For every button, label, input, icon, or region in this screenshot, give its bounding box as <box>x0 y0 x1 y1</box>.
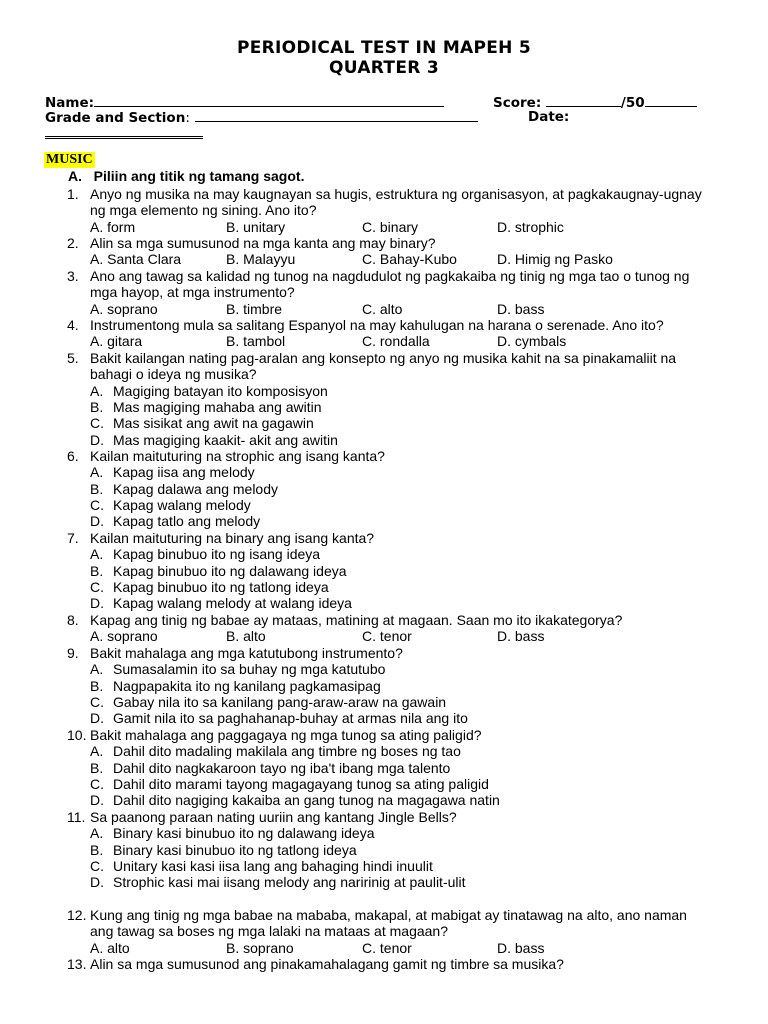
choice-letter: D. <box>90 431 104 448</box>
answer-choice: Unitary kasi kasi iisa lang ang bahaging hindi inuulit <box>113 857 433 874</box>
choice-letter: B. <box>90 759 104 776</box>
answer-choice: Mas sisikat ang awit na gagawin <box>113 415 314 432</box>
answer-choice: Kapag walang melody <box>113 496 251 513</box>
name-label: Name: <box>45 95 95 111</box>
answer-choice: Dahil dito marami tayong magagayang tunog sa ating paligid <box>113 775 489 792</box>
question-text: Kailan maituturing na binary ang isang kanta? <box>90 530 375 546</box>
question-text: Alin sa mga sumusunod na mga kanta ang may binary? <box>90 235 436 251</box>
question-number: 5. <box>67 350 79 366</box>
choice-letter: C. <box>90 857 104 874</box>
question-number: 9. <box>67 645 79 661</box>
answer-choice: Kapag binubuo ito ng tatlong ideya <box>113 578 329 595</box>
date-label: Date: <box>528 109 570 125</box>
choice-letter: A. <box>90 743 104 760</box>
answer-choice: Kapag iisa ang melody <box>113 464 255 481</box>
choice-letter: D. <box>90 513 104 530</box>
choice-letter: D. <box>90 710 104 727</box>
answer-choice: C. Bahay-Kubo <box>362 251 457 268</box>
date-blank <box>45 124 203 143</box>
question-text: Kung ang tinig ng mga babae na mababa, makapal, at mabigat ay tinatawag na alto, ano naman <box>90 907 687 923</box>
answer-choice: Mas magiging mahaba ang awitin <box>113 398 322 415</box>
choice-letter: D. <box>90 874 104 891</box>
choice-letter: C. <box>90 693 104 710</box>
choice-letter: A. <box>90 382 104 399</box>
choice-letter: C. <box>90 775 104 792</box>
answer-choice: B. Malayyu <box>226 251 296 268</box>
answer-choice: Kapag dalawa ang melody <box>113 480 279 497</box>
answer-choice: A. alto <box>90 939 130 956</box>
choice-letter: C. <box>90 415 104 432</box>
question-number: 11. <box>67 809 86 825</box>
answer-choice: A. form <box>90 218 136 235</box>
question-text: Bakit mahalaga ang paggagaya ng mga tunog sa ating paligid? <box>90 727 482 743</box>
answer-choice: Strophic kasi mai iisang melody ang naririnig at paulit-ulit <box>113 874 466 891</box>
grade-section-field: Grade and Section: <box>45 109 478 126</box>
answer-choice: Gabay nila ito sa kanilang pang-araw-araw na gawain <box>113 693 447 710</box>
choice-letter: A. <box>90 464 104 481</box>
answer-choice: D. cymbals <box>497 333 567 350</box>
choice-letter: B. <box>90 562 104 579</box>
answer-choice: A. gitara <box>90 333 143 350</box>
choice-letter: B. <box>90 480 104 497</box>
question-text: mga hayop, at mga instrumento? <box>90 284 295 301</box>
question-number: 12. <box>67 907 87 923</box>
quarter-subtitle: QUARTER 3 <box>329 58 439 78</box>
choice-letter: C. <box>90 496 104 513</box>
question-number: 13. <box>67 956 87 972</box>
choice-letter: B. <box>90 398 104 415</box>
score-field <box>493 94 697 111</box>
question-text: Bakit kailangan nating pag-aralan ang konsepto ng anyo ng musika kahit na sa pinakamaliit na <box>90 350 677 366</box>
question-text: Kapag ang tinig ng babae ay mataas, matining at magaan. Saan mo ito ikakategorya? <box>90 612 623 628</box>
answer-choice: C. binary <box>362 218 419 235</box>
choice-letter: A. <box>90 546 104 563</box>
question-number: 2. <box>67 235 79 251</box>
answer-choice: Kapag binubuo ito ng dalawang ideya <box>113 562 347 579</box>
choice-letter: C. <box>90 578 104 595</box>
answer-choice: Dahil dito nagkakaroon tayo ng iba't ibang mga talento <box>113 759 451 776</box>
section-music-heading: MUSIC <box>46 152 93 167</box>
answer-choice: Mas magiging kaakit- akit ang awitin <box>113 431 338 448</box>
answer-choice: D. bass <box>497 300 545 317</box>
answer-choice: C. alto <box>362 300 403 317</box>
question-text: Alin sa mga sumusunod ang pinakamahalagang gamit ng timbre sa musika? <box>90 956 564 972</box>
answer-choice: A. soprano <box>90 300 158 317</box>
instruction-text: Piliin ang titik ng tamang sagot. <box>93 168 305 184</box>
instruction-letter: A. <box>68 168 82 184</box>
answer-choice: C. tenor <box>362 939 412 956</box>
answer-choice: A. Santa Clara <box>90 251 182 268</box>
question-number: 3. <box>67 268 79 284</box>
question-text: Ano ang tawag sa kalidad ng tunog na nagdudulot ng pagkakaiba ng tinig ng mga tao o tunog ng <box>90 268 690 284</box>
answer-choice: D. Himig ng Pasko <box>497 251 613 268</box>
choice-letter: A. <box>90 825 104 842</box>
question-number: 4. <box>67 317 79 333</box>
question-text: ng mga elemento ng sining. Ano ito? <box>90 202 317 219</box>
question-text: Kailan maituturing na strophic ang isang kanta? <box>90 448 385 464</box>
question-text: Bakit mahalaga ang mga katutubong instrumento? <box>90 645 403 661</box>
answer-choice: B. alto <box>226 628 266 645</box>
choice-letter: B. <box>90 677 104 694</box>
answer-choice: B. timbre <box>226 300 283 317</box>
answer-choice: Kapag walang melody at walang ideya <box>113 595 352 612</box>
question-number: 7. <box>67 530 79 546</box>
answer-choice: B. soprano <box>226 939 294 956</box>
answer-choice: Binary kasi binubuo ito ng dalawang ideya <box>113 825 375 842</box>
choice-letter: D. <box>90 595 104 612</box>
answer-choice: Sumasalamin ito sa buhay ng mga katutubo <box>113 661 386 678</box>
answer-choice: A. soprano <box>90 628 158 645</box>
answer-choice: Kapag tatlo ang melody <box>113 513 261 530</box>
answer-choice: C. rondalla <box>362 333 430 350</box>
answer-choice: D. strophic <box>497 218 564 235</box>
score-total: /50 <box>620 95 645 111</box>
question-text: ang tawag sa boses ng mga lalaki na mataas at magaan? <box>90 923 449 940</box>
answer-choice: Magiging batayan ito komposisyon <box>113 382 328 399</box>
answer-choice: Gamit nila ito sa paghahanap-buhay at armas nila ang ito <box>113 710 468 727</box>
answer-choice: Dahil dito madaling makilala ang timbre ng boses ng tao <box>113 743 461 760</box>
question-number: 8. <box>67 612 79 628</box>
answer-choice: B. tambol <box>226 333 286 350</box>
instruction <box>68 168 304 184</box>
score-label: Score: <box>493 95 542 111</box>
answer-choice: B. unitary <box>226 218 286 235</box>
answer-choice: Dahil dito nagiging kakaiba an gang tunog na magagawa natin <box>113 792 500 809</box>
answer-choice: Nagpapakita ito ng kanilang pagkamasipag <box>113 677 381 694</box>
question-text: bahagi o ideya ng musika? <box>90 366 257 383</box>
question-number: 1. <box>67 186 79 202</box>
answer-choice: C. tenor <box>362 628 412 645</box>
grade-section-blank <box>195 109 478 122</box>
name-blank <box>94 94 444 107</box>
choice-letter: B. <box>90 841 104 858</box>
question-number: 6. <box>67 448 79 464</box>
question-text: Sa paanong paraan nating uuriin ang kantang Jingle Bells? <box>90 809 457 825</box>
question-text: Anyo ng musika na may kaugnayan sa hugis, estruktura ng organisasyon, at pagkakaugnay-ugnay <box>90 186 702 202</box>
question-number: 10. <box>67 727 87 743</box>
choice-letter: A. <box>90 661 104 678</box>
answer-choice: Binary kasi binubuo ito ng tatlong ideya <box>113 841 357 858</box>
answer-choice: D. bass <box>497 939 545 956</box>
grade-section-label: Grade and Section <box>45 110 186 126</box>
answer-choice: Kapag binubuo ito ng isang ideya <box>113 546 321 563</box>
test-title: PERIODICAL TEST IN MAPEH 5 <box>236 38 532 58</box>
question-text: Instrumentong mula sa salitang Espanyol na may kahulugan na harana o serenade. Ano ito? <box>90 317 664 333</box>
answer-choice: D. bass <box>497 628 545 645</box>
choice-letter: D. <box>90 792 104 809</box>
